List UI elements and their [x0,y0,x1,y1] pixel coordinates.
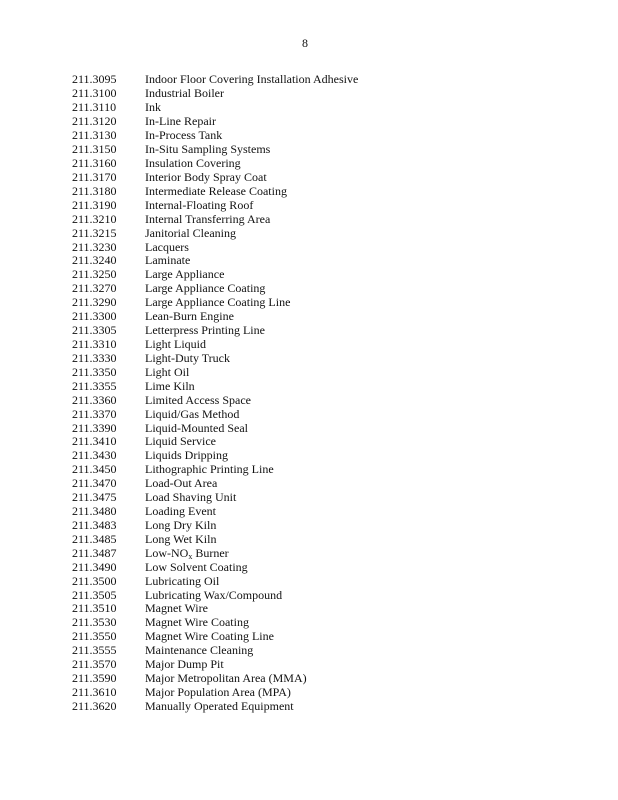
section-title: Janitorial Cleaning [145,225,236,240]
section-number: 211.3100 [72,86,117,101]
section-number: 211.3240 [72,253,117,268]
section-title: Magnet Wire Coating [145,615,249,630]
section-title: Magnet Wire Coating Line [145,629,274,644]
section-title [145,547,392,560]
list-item [72,351,392,365]
section-title: Major Dump Pit [145,657,224,672]
section-number: 211.3390 [72,420,117,435]
section-title: Load-Out Area [145,476,218,491]
section-title: Major Metropolitan Area (MMA) [145,671,307,686]
section-number: 211.3505 [72,587,117,602]
list-item [72,365,392,379]
section-title: Liquid-Mounted Seal [145,420,248,435]
section-title: Lean-Burn Engine [145,309,234,324]
section-title: Laminate [145,253,191,268]
list-item [72,686,392,700]
section-number: 211.3550 [72,629,117,644]
section-number: 211.3490 [72,559,117,574]
list-item [72,672,392,686]
list-item [72,170,392,184]
list-item [72,658,392,672]
section-number: 211.3510 [72,601,117,616]
list-item [72,435,392,449]
section-number: 211.3410 [72,434,117,449]
section-number: 211.3180 [72,183,117,198]
section-title: Magnet Wire [145,601,208,616]
list-item [72,616,392,630]
list-item [72,198,392,212]
section-title: Intermediate Release Coating [145,183,287,198]
list-item [72,602,392,616]
list-item [72,115,392,129]
list-item [72,379,392,393]
title-text: Low-NO [145,545,189,560]
list-item [72,338,392,352]
section-number: 211.3610 [72,685,117,700]
section-number: 211.3305 [72,323,117,338]
section-title: Light Oil [145,364,190,379]
section-number: 211.3150 [72,142,117,157]
section-title: Lubricating Oil [145,573,220,588]
list-item [72,449,392,463]
list-item [72,421,392,435]
list-item [72,491,392,505]
list-item [72,129,392,143]
list-item [72,644,392,658]
section-number: 211.3370 [72,406,117,421]
section-number: 211.3290 [72,295,117,310]
section-title: Light-Duty Truck [145,350,231,365]
section-number: 211.3330 [72,350,117,365]
section-number: 211.3230 [72,239,117,254]
section-number: 211.3250 [72,267,117,282]
list-item [72,87,392,101]
list-item [72,519,392,533]
section-title: Long Wet Kiln [145,531,217,546]
section-number: 211.3555 [72,643,117,658]
section-title: Interior Body Spray Coat [145,169,267,184]
list-item [72,212,392,226]
list-item [72,143,392,157]
section-number: 211.3500 [72,573,117,588]
section-number: 211.3095 [72,72,117,87]
section-title: Loading Event [145,504,216,519]
section-title: Insulation Covering [145,155,241,170]
section-title: Long Dry Kiln [145,517,217,532]
section-number: 211.3160 [72,155,117,170]
list-item [72,310,392,324]
section-title: Load Shaving Unit [145,490,237,505]
list-item [72,407,392,421]
subscript-text: x [188,551,193,561]
list-item [72,157,392,171]
section-title: Industrial Boiler [145,86,224,101]
section-number: 211.3120 [72,114,117,129]
list-item [72,324,392,338]
list-item [72,240,392,254]
list-item [72,254,392,268]
section-title: Large Appliance [145,267,225,282]
section-number: 211.3470 [72,476,117,491]
section-number: 211.3570 [72,657,117,672]
section-title: In-Situ Sampling Systems [145,142,271,157]
section-number: 211.3430 [72,448,117,463]
section-number: 211.3620 [72,698,117,713]
list-item [72,268,392,282]
section-title: Indoor Floor Covering Installation Adhesive [145,72,359,87]
section-number: 211.3170 [72,169,117,184]
section-title: Liquid/Gas Method [145,406,240,421]
section-title: Limited Access Space [145,392,251,407]
list-item [72,699,392,713]
list-item [72,73,392,87]
section-title: Maintenance Cleaning [145,643,254,658]
section-number: 211.3310 [72,336,117,351]
section-number: 211.3360 [72,392,117,407]
list-item [72,560,392,574]
list-item [72,296,392,310]
section-title: Liquids Dripping [145,448,228,463]
section-number: 211.3487 [72,545,117,560]
list-item [72,477,392,491]
list-item [72,574,392,588]
list-item [72,184,392,198]
section-number: 211.3215 [72,225,117,240]
section-number: 211.3130 [72,128,117,143]
list-item [72,463,392,477]
section-title: Lacquers [145,239,189,254]
section-number: 211.3590 [72,671,117,686]
list-item [72,282,392,296]
section-number: 211.3480 [72,504,117,519]
section-title: Internal Transferring Area [145,211,271,226]
section-number: 211.3530 [72,615,117,630]
section-number: 211.3483 [72,517,117,532]
section-title: Lubricating Wax/Compound [145,587,283,602]
section-number: 211.3485 [72,531,117,546]
section-title: Manually Operated Equipment [145,698,294,713]
section-title: Large Appliance Coating [145,281,266,296]
section-title: Light Liquid [145,336,206,351]
section-title: Ink [145,100,161,115]
list-item [72,226,392,240]
section-title: Lime Kiln [145,378,195,393]
page-number: 8 [302,36,308,50]
section-title: Lithographic Printing Line [145,462,274,477]
section-title: Large Appliance Coating Line [145,295,291,310]
section-title: In-Process Tank [145,128,223,143]
section-number: 211.3350 [72,364,117,379]
list-item [72,546,392,560]
section-number: 211.3355 [72,378,117,393]
section-number: 211.3110 [72,100,117,115]
section-title: Internal-Floating Roof [145,197,254,212]
list-item [72,588,392,602]
title-text: Burner [192,545,229,560]
section-title: Liquid Service [145,434,216,449]
section-number: 211.3270 [72,281,117,296]
section-title: In-Line Repair [145,114,216,129]
list-item [72,532,392,546]
section-number: 211.3475 [72,490,117,505]
section-number: 211.3450 [72,462,117,477]
section-number: 211.3300 [72,309,117,324]
list-item [72,101,392,115]
section-number: 211.3190 [72,197,117,212]
section-title: Major Population Area (MPA) [145,685,291,700]
section-list [72,73,392,713]
list-item [72,393,392,407]
list-item [72,630,392,644]
list-item [72,505,392,519]
section-title: Letterpress Printing Line [145,323,265,338]
section-title: Low Solvent Coating [145,559,248,574]
section-number: 211.3210 [72,211,117,226]
